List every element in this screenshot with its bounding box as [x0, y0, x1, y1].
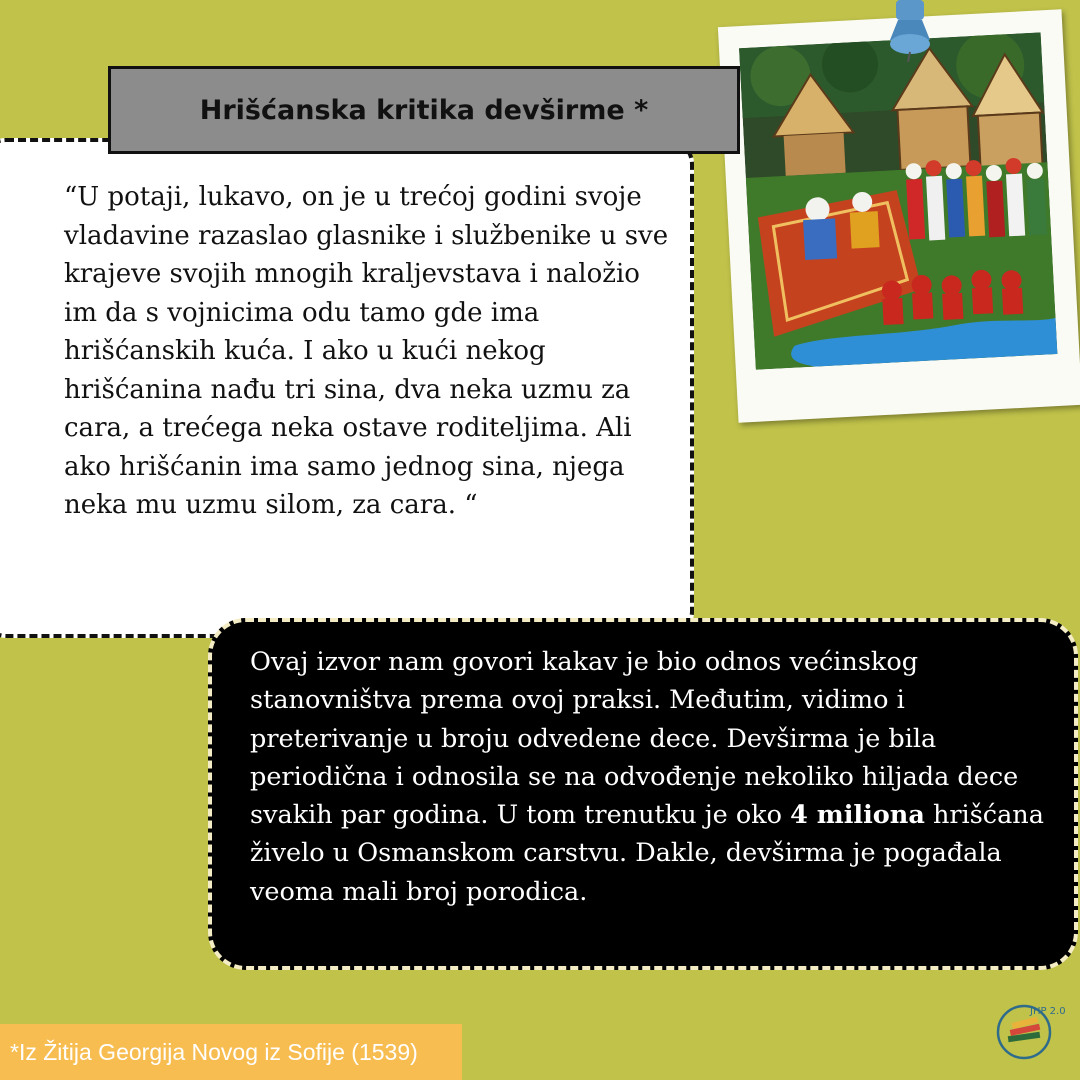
quote-text: “U potaji, lukavo, on je u trećoj godini svoje vladavine razaslao glasnike i službenike u sve krajeve svojih mnogih kraljevstava i naložio im da s vojnicima odu tamo gde ima hrišćanskih kuća. I ako u kući nekog hrišćanina nađu tri sina, dva neka uzmu za cara, a trećega neka ostave roditeljima. Ali ako hrišćanin ima samo jednog sina, njega neka mu uzmu silom, za cara. “	[64, 182, 669, 520]
explanation-highlight: 4 miliona	[790, 800, 925, 831]
explanation-part-2: hrišćana živelo u Osmanskom carstvu. Dakle, devširma je pogađala veoma mali broj porodica.	[250, 800, 1044, 907]
push-pin-icon	[880, 0, 940, 62]
polaroid-photo	[718, 9, 1080, 422]
explanation-part-1: Ovaj izvor nam govori kakav je bio odnos većinskog stanovništva prema ovoj praksi. Međutim, vidimo i preterivanje u broju odvedene dece. Devširma je bila periodična i odnosila se na odvođenje nekoliko hiljada dece svakih par godina. U tom trenutku je oko	[250, 647, 1019, 831]
title-banner	[108, 66, 740, 154]
ottoman-miniature-painting	[739, 32, 1057, 369]
page-title: Hrišćanska kritika devširme *	[199, 94, 649, 126]
jhp-logo-icon	[994, 1000, 1068, 1060]
source-footnote	[0, 1024, 462, 1080]
footnote-text: *Iz Žitija Georgija Novog iz Sofije (1539)	[10, 1038, 418, 1065]
logo-text: JHP 2.0	[1030, 1006, 1066, 1017]
explanation-text	[250, 643, 1050, 911]
